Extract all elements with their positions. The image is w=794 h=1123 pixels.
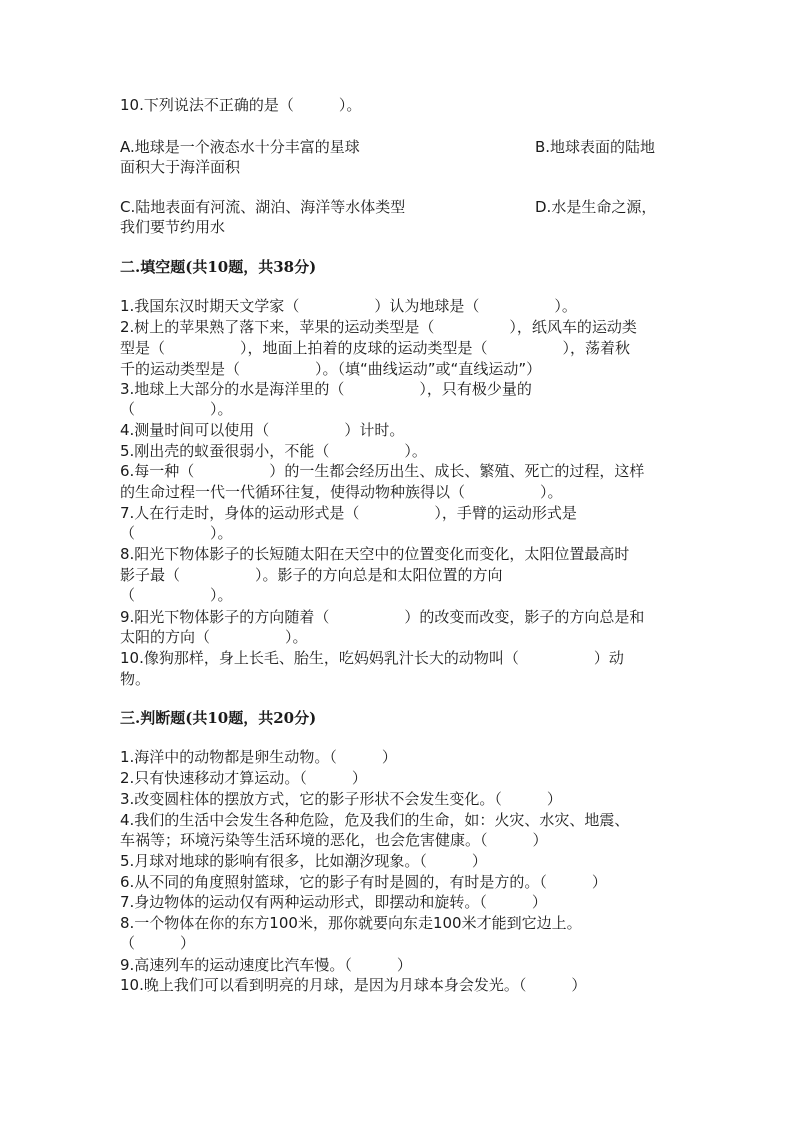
mc-option-d: D.水是生命之源， [535,198,657,216]
fill-line: 8.阳光下物体影子的长短随太阳在天空中的位置变化而变化，太阳位置最高时 [120,545,630,563]
mc-option-c: C.陆地表面有河流、湖泊、海洋等水体类型 [120,198,406,216]
judge-line: 8.一个物体在你的东方100米，那你就要向东走100米才能到它边上。 [120,914,582,932]
fill-line: （ ）。 [120,586,233,604]
judge-line: 10.晚上我们可以看到明亮的月球，是因为月球本身会发光。（ ） [120,976,587,994]
fill-line: （ ）。 [120,524,233,542]
fill-line: 5.刚出壳的蚁蚕很弱小，不能（ ）。 [120,442,427,460]
mc-option-b: B.地球表面的陆地 [535,138,656,156]
judge-line: 1.海洋中的动物都是卵生动物。（ ） [120,748,397,766]
fill-line: 物。 [120,670,151,688]
fill-line: （ ）。 [120,400,233,418]
fill-line: 2.树上的苹果熟了落下来，苹果的运动类型是（ ），纸风车的运动类 [120,318,637,336]
judge-line: （ ） [120,934,196,952]
fill-line: 10.像狗那样，身上长毛、胎生，吃妈妈乳汁长大的动物叫（ ）动 [120,649,624,667]
mc-question-10: 10.下列说法不正确的是（ ）。 [120,96,362,114]
fill-line: 千的运动类型是（ ）。（填“曲线运动”或“直线运动”） [120,360,542,378]
fill-section-heading: 二.填空题(共10题，共38分) [120,258,317,276]
mc-option-a: A.地球是一个液态水十分丰富的星球 [120,138,360,156]
fill-line: 的生命过程一代一代循环往复，使得动物种族得以（ ）。 [120,483,563,501]
judge-line: 6.从不同的角度照射篮球，它的影子有时是圆的，有时是方的。（ ） [120,873,607,891]
mc-option-d-continued: 我们要节约用水 [120,218,226,236]
fill-line: 型是（ ），地面上拍着的皮球的运动类型是（ ），荡着秋 [120,339,631,357]
judge-line: 2.只有快速移动才算运动。（ ） [120,769,367,787]
fill-line: 7.人在行走时，身体的运动形式是（ ），手臂的运动形式是 [120,504,577,522]
judge-section-heading: 三.判断题(共10题，共20分) [120,709,317,727]
judge-line: 4.我们的生活中会发生各种危险，危及我们的生命，如：火灾、水灾、地震、 [120,811,630,829]
judge-line: 车祸等；环境污染等生活环境的恶化，也会危害健康。（ ） [120,831,548,849]
fill-line: 4.测量时间可以使用（ ）计时。 [120,421,405,439]
fill-line: 6.每一种（ ）的一生都会经历出生、成长、繁殖、死亡的过程，这样 [120,462,645,480]
fill-line: 太阳的方向（ ）。 [120,628,308,646]
fill-line: 影子最（ ）。影子的方向总是和太阳位置的方向 [120,566,503,584]
judge-line: 9.高速列车的运动速度比汽车慢。（ ） [120,956,412,974]
judge-line: 3.改变圆柱体的摆放方式，它的影子形状不会发生变化。（ ） [120,790,562,808]
judge-line: 7.身边物体的运动仅有两种运动形式，即摆动和旋转。（ ） [120,893,547,911]
mc-option-b-continued: 面积大于海洋面积 [120,158,241,176]
judge-line: 5.月球对地球的影响有很多，比如潮汐现象。（ ） [120,852,487,870]
fill-line: 3.地球上大部分的水是海洋里的（ ），只有极少量的 [120,380,532,398]
fill-line: 1.我国东汉时期天文学家（ ）认为地球是（ ）。 [120,297,577,315]
fill-line: 9.阳光下物体影子的方向随着（ ）的改变而改变，影子的方向总是和 [120,608,645,626]
